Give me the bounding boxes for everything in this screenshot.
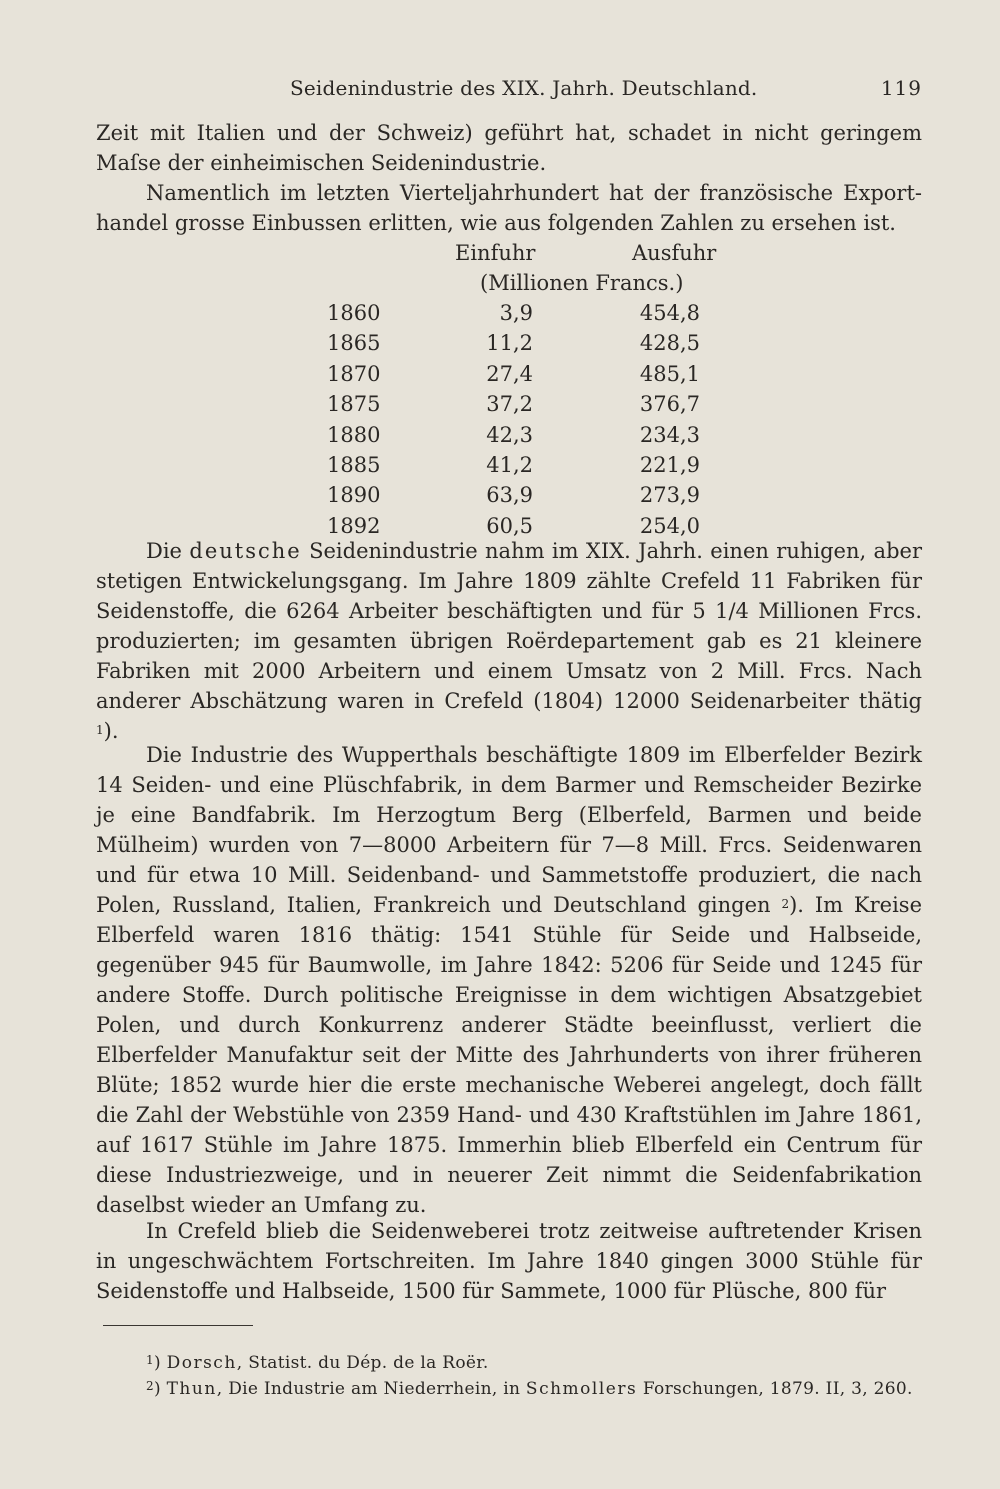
footnote-mark: 2 xyxy=(146,1379,154,1393)
paragraph-segment: ). xyxy=(103,719,119,743)
export-cell: 273,9 xyxy=(639,483,700,508)
footnote-mark: 1 xyxy=(146,1353,154,1367)
table-header xyxy=(0,238,1000,298)
import-cell: 37,2 xyxy=(486,392,533,417)
paragraph-lead: Die xyxy=(146,539,190,563)
import-cell: 63,9 xyxy=(486,483,533,508)
footnote-1 xyxy=(96,1350,922,1376)
export-cell: 221,9 xyxy=(639,452,700,477)
export-cell: 428,5 xyxy=(639,331,700,356)
page-number: 119 xyxy=(880,76,922,100)
table-row xyxy=(0,359,1000,389)
footnote-2 xyxy=(96,1376,922,1402)
export-cell: 234,3 xyxy=(639,422,700,447)
table-row xyxy=(0,389,1000,419)
export-cell: 485,1 xyxy=(639,361,700,386)
footnote-author: Schmollers xyxy=(525,1379,638,1399)
year-cell: 1880 xyxy=(327,422,381,447)
import-cell: 41,2 xyxy=(486,452,533,477)
footnote-text: , Die Industrie am Niederrhein, in xyxy=(216,1379,526,1399)
column-header-import: Einfuhr xyxy=(455,241,536,265)
footnote-mark-paren: ) xyxy=(153,1379,161,1399)
footnote-author: Dorsch xyxy=(166,1353,237,1373)
trade-table xyxy=(0,298,1000,541)
paragraph-1 xyxy=(96,118,922,178)
running-title: Seidenindustrie des XIX. Jahrh. Deutschland. xyxy=(290,76,758,100)
paragraph-segment: Die Industrie des Wupperthals beschäftigte 1809 im Elberfelder Bezirk 14 Seiden- und eine Plüschfabrik, in dem Barmer und Remscheider Bezirke je eine Bandfabrik. Im Herzogtum Berg (Elberfeld, Barmen und beide Mülheim) wurden von 7—8000 Arbeitern für 7—8 Mill. Frcs. Seidenwaren und für etwa 10 Mill. Seidenband- und Sammetstoffe produziert, die nach Polen, Russland, Italien, Frankreich und Deutschland gingen xyxy=(96,743,922,917)
year-cell: 1875 xyxy=(327,392,381,417)
footnote-author: Thun xyxy=(166,1379,217,1399)
table-row xyxy=(0,420,1000,450)
paragraph-segment: Seidenindustrie nahm im XIX. Jahrh. einen ruhigen, aber stetigen Entwickelungsgang. Im Jahre 1809 zählte Crefeld 11 Fabriken für Seidenstoffe, die 6264 Arbeiter beschäftigten und für 5 xyxy=(96,539,922,623)
paragraph-text: Zeit mit Italien und der Schweiz) geführt hat, schadet in nicht geringem Maſse der einheimischen Seidenindustrie. xyxy=(96,121,922,175)
import-cell: 27,4 xyxy=(486,361,533,386)
year-cell: 1870 xyxy=(327,361,381,386)
table-row xyxy=(0,328,1000,358)
footnote-ref-1: 1 xyxy=(96,723,104,737)
table-row xyxy=(0,298,1000,328)
paragraph-2 xyxy=(96,178,922,238)
year-cell: 1885 xyxy=(327,452,381,477)
paragraph-segment: Millionen Frcs. produzierten; im gesamten übrigen Roërdepartement gab es 21 kleinere Fabriken mit 2000 Arbeitern und einem Umsatz von 2 Mill. Frcs. Nach anderer Abschätzung waren in Crefeld (1804) 12000 Seidenarbeiter thätig xyxy=(96,599,922,713)
footnote-ref-2: 2 xyxy=(781,897,790,911)
table-row xyxy=(0,480,1000,510)
import-cell: 3,9 xyxy=(499,301,533,325)
year-cell: 1892 xyxy=(327,513,381,538)
paragraph-3 xyxy=(96,536,922,746)
year-cell: 1890 xyxy=(327,483,381,508)
footnote-mark-paren: ) xyxy=(153,1353,161,1373)
footnote-text: Forschungen, 1879. II, 3, 260. xyxy=(637,1379,913,1399)
paragraph-text: In Crefeld blieb die Seidenweberei trotz zeitweise auftretender Krisen in ungeschwächtem Fortschreiten. Im Jahre 1840 gingen 3000 Stühle für Seidenstoffe und Halbseide, 1500 für Sammete, 1000 für Plüsche, 800 für xyxy=(96,1219,922,1303)
paragraph-text xyxy=(96,536,922,746)
table-unit: (Millionen Francs.) xyxy=(480,271,684,295)
year-cell: 1865 xyxy=(327,331,381,356)
export-cell: 254,0 xyxy=(639,513,700,538)
paragraph-4 xyxy=(96,740,922,1220)
year-cell: 1860 xyxy=(327,301,381,325)
import-cell: 42,3 xyxy=(486,422,533,447)
emphasized-word: deutsche xyxy=(189,539,302,563)
paragraph-text: Namentlich im letzten Vierteljahrhundert hat der französische Exporthandel grosse Einbussen erlitten, wie aus folgenden Zahlen zu ersehen ist. xyxy=(96,181,922,235)
paragraph-text xyxy=(96,740,922,1220)
fraction: 1/4 xyxy=(715,599,749,623)
paragraph-5 xyxy=(96,1216,922,1306)
footnote-text: , Statist. du Dép. de la Roër. xyxy=(236,1353,489,1373)
paragraph-segment: ). Im Kreise Elberfeld waren 1816 thätig: 1541 Stühle für Seide und Halbseide, gegenüber 945 für Baumwolle, im Jahre 1842: 5206 für Seide und 1245 für andere Stoffe. Durch politische Ereignisse in dem wichtigen Absatzgebiet Polen, und durch Konkurrenz anderer Städte beeinflusst, verliert die Elberfelder Manufaktur seit der Mitte des Jahrhunderts von ihrer früheren Blüte; 1852 wurde hier die erste mechanische Weberei angelegt, doch fällt die Zahl der Webstühle von 2359 Hand- und 430 Kraftstühlen im Jahre 1861, auf 1617 Stühle im Jahre 1875. Immerhin blieb Elberfeld ein Centrum für diese Industriezweige, und in neuerer Zeit nimmt die Seidenfabrikation daselbst wieder an Umfang zu. xyxy=(96,893,922,1217)
column-header-export: Ausfuhr xyxy=(632,241,717,265)
import-cell: 11,2 xyxy=(486,331,533,356)
footnote-rule xyxy=(103,1325,253,1326)
export-cell: 454,8 xyxy=(639,301,700,325)
import-cell: 60,5 xyxy=(486,513,533,538)
running-header xyxy=(290,70,922,106)
table-row xyxy=(0,450,1000,480)
export-cell: 376,7 xyxy=(639,392,700,417)
